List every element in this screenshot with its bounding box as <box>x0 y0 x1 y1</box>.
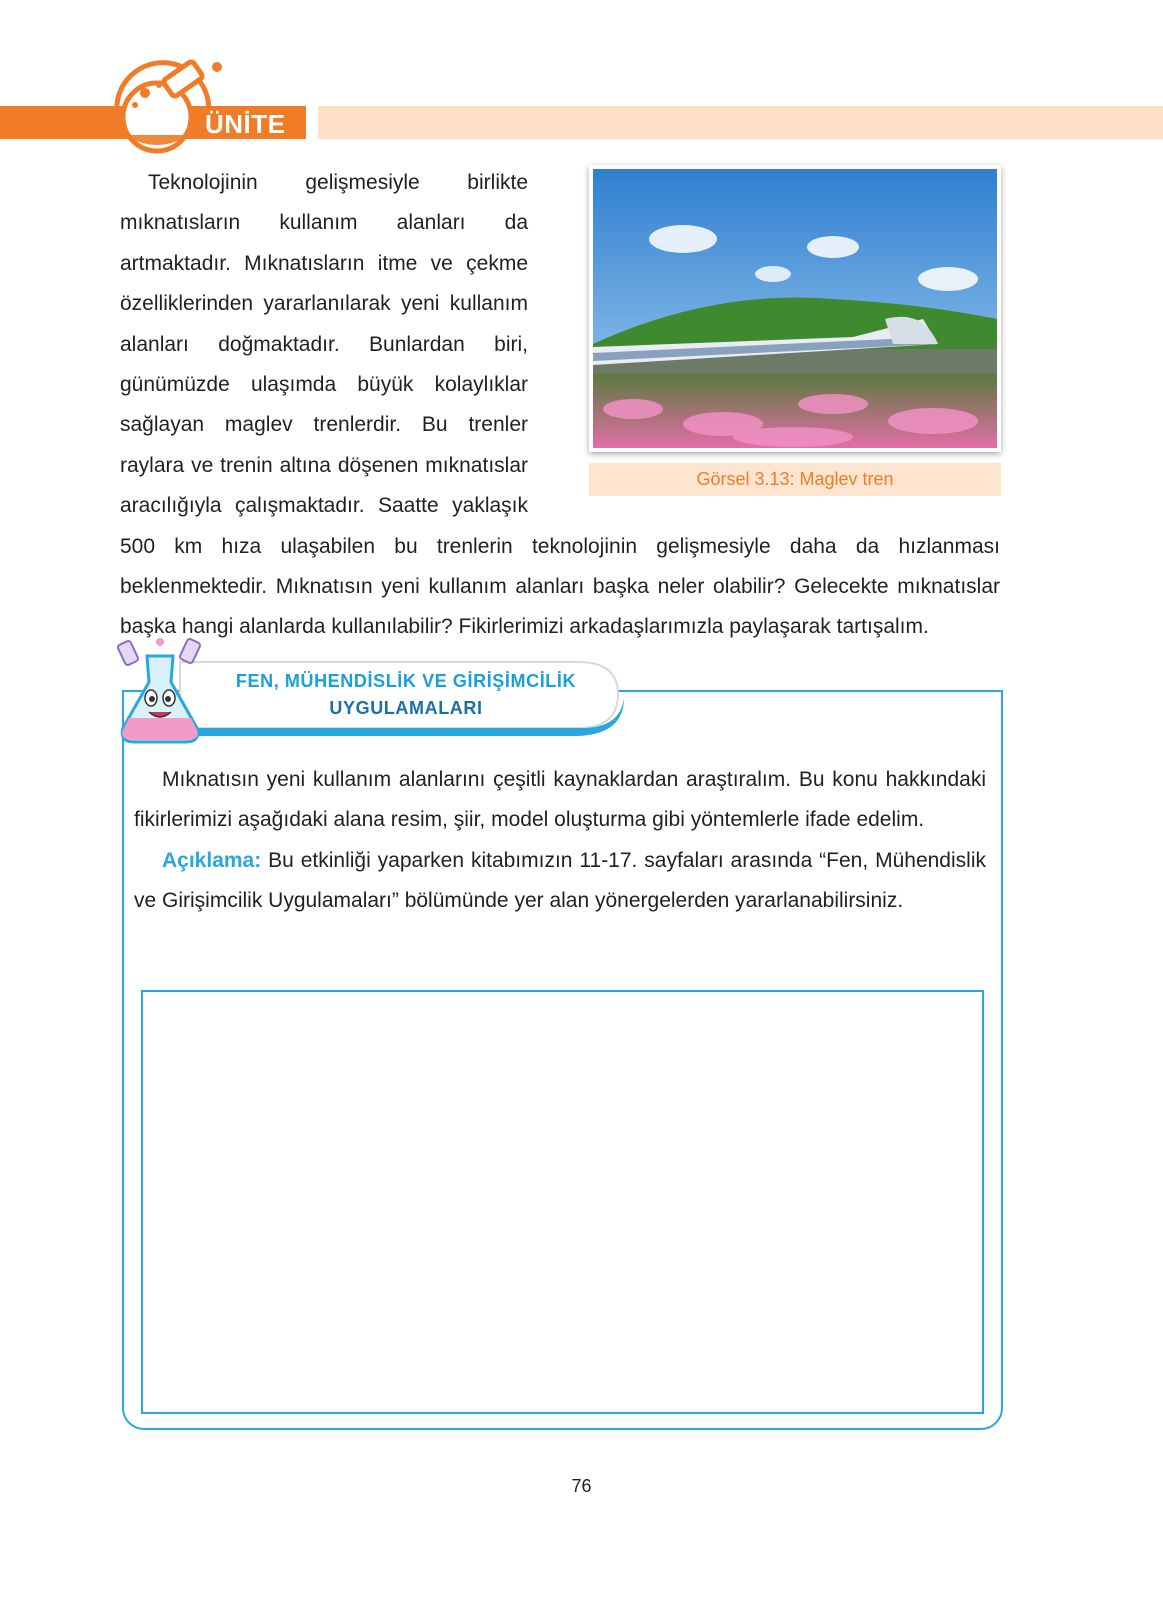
activity-title-line2: UYGULAMALARI <box>329 698 483 718</box>
answer-area[interactable] <box>141 990 984 1414</box>
intro-text: Teknolojinin gelişmesiyle birlikte mıknatısların kullanım alanları da artmaktadır. Mıknatısların itme ve çekme özelliklerinden yararlanılarak yeni kullanım alanları doğmaktadır. Bunlardan biri, günümüzde ulaşımda büyük kolaylıklar sağlayan maglev trenlerdir. Bu trenler raylara ve trenin altına döşenen mıknatıslar aracılığıyla çalışmaktadır. Saatte yaklaşık 500 km hıza ulaşabilen bu trenlerin teknolojinin gelişmesiyle daha da hızlanması beklenmektedir. Mıknatısın yeni kullanım alanları başka neler olabilir? Gelecekte mıknatıslar başka hangi alanlarda kullanılabilir? Fikirlerimizi arkadaşlarımızla paylaşarak tartışalım. <box>120 171 1000 639</box>
unit-number: 3. <box>149 112 170 139</box>
activity-instruction: Mıknatısın yeni kullanım alanlarını çeşitli kaynaklardan araştıralım. Bu konu hakkındaki fikirlerimizi aşağıdaki alana resim, şiir, model oluşturma gibi yöntemlerle ifade edelim. <box>134 768 986 832</box>
figure-space <box>558 163 1000 503</box>
note-label: Açıklama: <box>162 848 262 872</box>
intro-paragraph <box>120 163 1000 648</box>
activity-text <box>134 760 986 922</box>
flask-mascot-icon <box>115 636 205 748</box>
activity-title <box>196 668 616 722</box>
page-number: 76 <box>571 1476 592 1496</box>
unit-label: ÜNİTE <box>205 109 286 139</box>
activity-note <box>134 841 986 922</box>
unit-header-band <box>318 106 1163 139</box>
activity-title-line1: FEN, MÜHENDİSLİK VE GİRİŞİMCİLİK <box>235 671 577 691</box>
figure-caption: Görsel 3.13: Maglev tren <box>589 463 1001 496</box>
note-text: Bu etkinliği yaparken kitabımızın 11-17. sayfaları arasında “Fen, Mühendislik ve Girişimcilik Uygulamaları” bölümünde yer alan yönergelerden yararlanabilirsiniz. <box>134 848 986 913</box>
